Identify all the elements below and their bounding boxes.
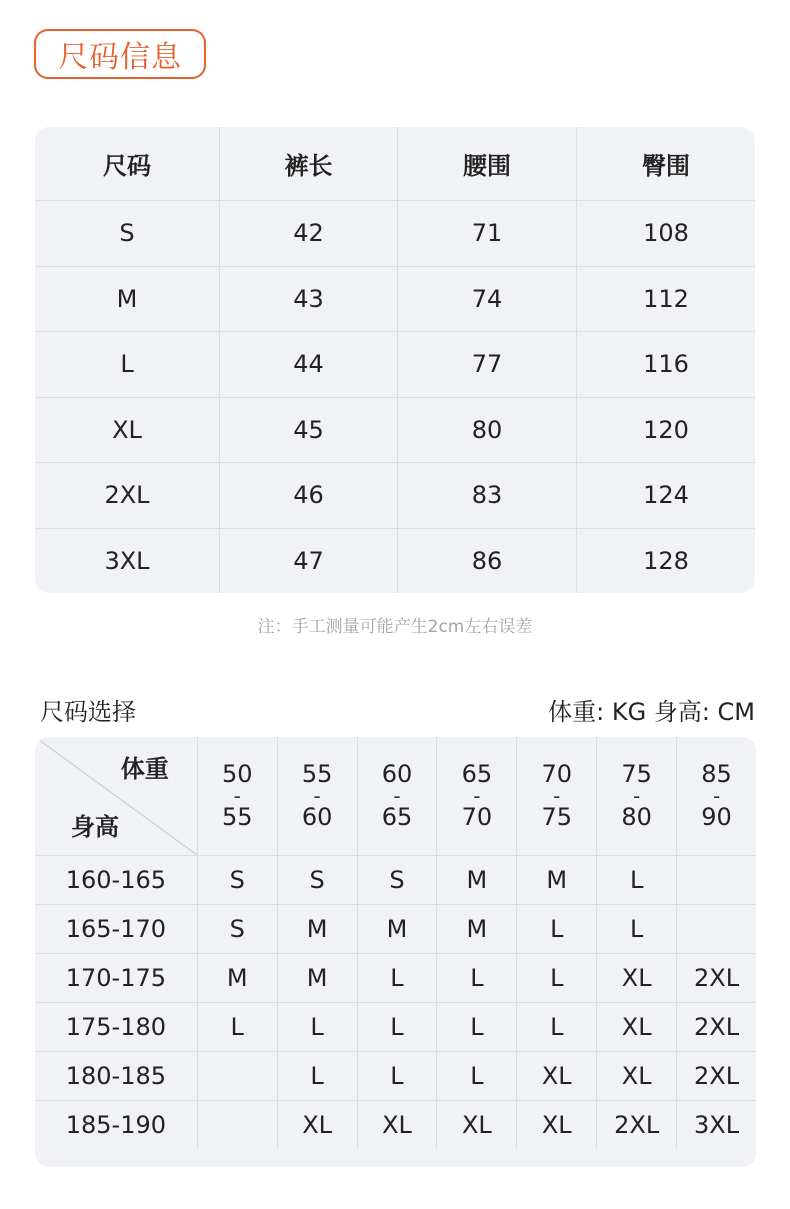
size-cell: M <box>436 905 516 953</box>
table-cell: 46 <box>219 463 397 528</box>
units-label: 体重: KG 身高: CM <box>548 698 755 726</box>
size-cell: L <box>596 856 676 904</box>
height-range-cell: 170-175 <box>65 964 167 992</box>
range-dash: - <box>712 784 721 808</box>
weight-to: 65 <box>381 803 413 831</box>
table-row <box>35 397 755 463</box>
weight-range-header <box>197 737 277 855</box>
header-waist: 腰围 <box>397 127 576 200</box>
height-range-cell: 180-185 <box>65 1062 167 1090</box>
table-row <box>35 1002 756 1051</box>
table-row <box>35 953 756 1002</box>
size-cell: 3XL <box>676 1101 756 1149</box>
size-cell: L <box>277 1052 357 1100</box>
size-cell: XL <box>516 1052 596 1100</box>
size-cell: L <box>516 905 596 953</box>
size-cell <box>676 905 756 953</box>
size-cell: L <box>357 954 437 1002</box>
table-row <box>35 1051 756 1100</box>
table-cell: 3XL <box>104 546 150 575</box>
table-cell: 2XL <box>104 481 150 510</box>
table-cell: 112 <box>576 267 755 332</box>
weight-range-header <box>436 737 516 855</box>
height-range-cell: 185-190 <box>65 1111 167 1139</box>
table-cell: 108 <box>576 201 755 266</box>
table-cell: 47 <box>219 529 397 594</box>
table-cell: 116 <box>576 332 755 397</box>
weight-to: 60 <box>301 803 333 831</box>
table-cell: 83 <box>397 463 576 528</box>
size-cell: L <box>357 1052 437 1100</box>
weight-from: 60 <box>381 759 413 788</box>
height-range-cell: 160-165 <box>65 866 167 894</box>
size-cell: S <box>197 905 277 953</box>
table-row <box>35 904 756 953</box>
table-cell: 43 <box>219 267 397 332</box>
range-dash: - <box>313 784 321 808</box>
size-cell: L <box>197 1003 277 1051</box>
table-cell: 45 <box>219 398 397 463</box>
range-dash: - <box>233 784 241 808</box>
table-cell: 77 <box>397 332 576 397</box>
range-dash: - <box>633 784 641 808</box>
size-selection-title: 尺码选择 <box>40 698 136 726</box>
size-cell: L <box>357 1003 437 1051</box>
table-row <box>35 855 756 904</box>
table-cell: S <box>119 219 135 248</box>
size-cell: M <box>277 954 357 1002</box>
table-row <box>35 1100 756 1149</box>
section-title: 尺码信息 <box>58 40 182 75</box>
range-dash: - <box>553 784 561 808</box>
size-cell <box>676 856 756 904</box>
size-cell: XL <box>596 1052 676 1100</box>
size-cell: L <box>516 954 596 1002</box>
size-info-table <box>35 127 755 593</box>
height-range-cell: 165-170 <box>65 915 167 943</box>
weight-from: 50 <box>221 759 253 788</box>
table-row <box>35 331 755 397</box>
table-cell: 80 <box>397 398 576 463</box>
section-title-badge <box>34 29 206 79</box>
weight-range-header <box>676 737 756 855</box>
size-cell: M <box>277 905 357 953</box>
weight-to: 55 <box>221 803 253 831</box>
table-header-row <box>35 127 755 200</box>
size-cell: 2XL <box>676 1052 756 1100</box>
size-cell: XL <box>277 1101 357 1149</box>
header-size: 尺码 <box>103 152 151 180</box>
size-cell: S <box>357 856 437 904</box>
weight-to: 80 <box>621 803 652 831</box>
table-row <box>35 266 755 332</box>
weight-axis-label: 体重 <box>120 755 169 783</box>
weight-to: 75 <box>541 803 573 831</box>
corner-header <box>35 737 197 855</box>
table-row <box>35 200 755 266</box>
header-length: 裤长 <box>219 127 397 200</box>
weight-header-row <box>35 737 756 855</box>
weight-from: 70 <box>541 759 573 788</box>
weight-range-header <box>516 737 596 855</box>
weight-to: 70 <box>461 803 493 831</box>
range-dash: - <box>473 784 481 808</box>
table-cell: 44 <box>219 332 397 397</box>
table-cell: 74 <box>397 267 576 332</box>
size-cell: XL <box>436 1101 516 1149</box>
table-cell: L <box>120 350 134 379</box>
size-cell: M <box>436 856 516 904</box>
size-cell: L <box>436 954 516 1002</box>
size-cell: L <box>436 1003 516 1051</box>
size-cell: S <box>197 856 277 904</box>
size-cell: M <box>197 954 277 1002</box>
size-cell <box>197 1101 277 1149</box>
size-cell: L <box>436 1052 516 1100</box>
weight-from: 65 <box>461 759 493 788</box>
size-cell: S <box>277 856 357 904</box>
weight-range-header <box>596 737 676 855</box>
height-range-cell: 175-180 <box>65 1013 167 1041</box>
size-cell: M <box>516 856 596 904</box>
size-cell: L <box>596 905 676 953</box>
weight-range-header <box>277 737 357 855</box>
header-hip: 臀围 <box>576 127 755 200</box>
table-cell: 42 <box>219 201 397 266</box>
table-row <box>35 528 755 594</box>
table-cell: M <box>116 284 138 313</box>
size-cell: 2XL <box>676 1003 756 1051</box>
table-cell: 71 <box>397 201 576 266</box>
measurement-note: 注：手工测量可能产生2cm左右误差 <box>257 617 533 637</box>
weight-from: 75 <box>621 759 652 788</box>
size-cell: XL <box>596 954 676 1002</box>
size-cell: L <box>516 1003 596 1051</box>
size-cell: XL <box>516 1101 596 1149</box>
size-cell: M <box>357 905 437 953</box>
size-cell <box>197 1052 277 1100</box>
table-cell: 124 <box>576 463 755 528</box>
table-cell: 120 <box>576 398 755 463</box>
weight-from: 55 <box>301 759 333 788</box>
table-cell: XL <box>112 415 142 444</box>
height-axis-label: 身高 <box>71 813 119 841</box>
table-cell: 86 <box>397 529 576 594</box>
table-row <box>35 462 755 528</box>
size-cell: XL <box>596 1003 676 1051</box>
size-cell: L <box>277 1003 357 1051</box>
size-selection-table <box>35 737 756 1167</box>
weight-range-header <box>357 737 437 855</box>
table-cell: 128 <box>576 529 755 594</box>
size-cell: XL <box>357 1101 437 1149</box>
range-dash: - <box>393 784 401 808</box>
weight-to: 90 <box>701 803 732 831</box>
size-cell: 2XL <box>676 954 756 1002</box>
weight-from: 85 <box>701 759 732 788</box>
size-cell: 2XL <box>596 1101 676 1149</box>
